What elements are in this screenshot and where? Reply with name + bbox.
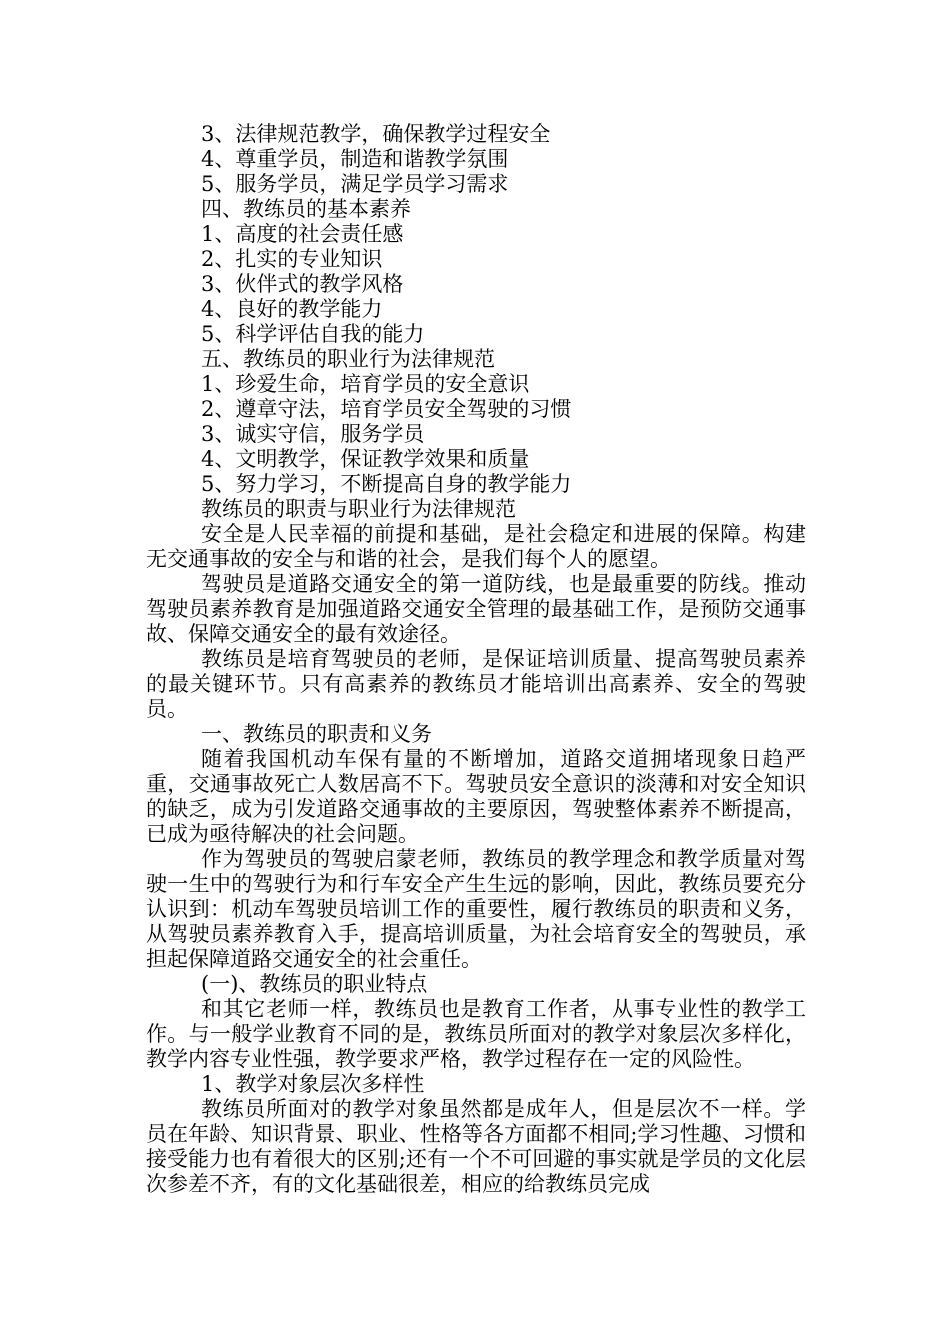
list-item: 5、努力学习，不断提高自身的教学能力 bbox=[201, 472, 572, 496]
paragraph: 驾驶员是道路交通安全的第一道防线，也是最重要的防线。推动驾驶员素养教育是加强道路交通安全管理的最基础工作，是预防交通事故、保障交通安全的最有效途径。 bbox=[146, 572, 806, 646]
list-item: 5、服务学员，满足学员学习需求 bbox=[201, 172, 509, 196]
document-title: 教练员的职责与职业行为法律规范 bbox=[201, 497, 516, 521]
list-item: 3、诚实守信，服务学员 bbox=[201, 422, 425, 446]
paragraph: 和其它老师一样，教练员也是教育工作者，从事专业性的教学工作。与一般学业教育不同的是，教练员所面对的教学对象层次多样化，教学内容专业性强，教学要求严格，教学过程存在一定的风险性。 bbox=[146, 997, 806, 1071]
paragraph: 安全是人民幸福的前提和基础，是社会稳定和进展的保障。构建无交通事故的安全与和谐的社会，是我们每个人的愿望。 bbox=[146, 522, 806, 571]
paragraph: 随着我国机动车保有量的不断增加，道路交道拥堵现象日趋严重，交通事故死亡人数居高不下。驾驶员安全意识的淡薄和对安全知识的缺乏，成为引发道路交通事故的主要原因，驾驶整体素养不断提高，已成为亟待解决的社会问题。 bbox=[146, 747, 806, 846]
list-item: 1、高度的社会责任感 bbox=[201, 222, 404, 246]
section-heading: 四、教练员的基本素养 bbox=[201, 197, 411, 221]
list-item: 4、良好的教学能力 bbox=[201, 297, 383, 321]
list-item: 3、伙伴式的教学风格 bbox=[201, 272, 404, 296]
list-item: 2、遵章守法，培育学员安全驾驶的习惯 bbox=[201, 397, 572, 421]
subsection-heading: (一)、教练员的职业特点 bbox=[201, 972, 428, 996]
list-item: 2、扎实的专业知识 bbox=[201, 247, 383, 271]
paragraph: 作为驾驶员的驾驶启蒙老师，教练员的教学理念和教学质量对驾驶一生中的驾驶行为和行车安全产生生远的影响，因此，教练员要充分认识到：机动车驾驶员培训工作的重要性，履行教练员的职责和义务，从驾驶员素养教育入手，提高培训质量，为社会培育安全的驾驶员，承担起保障道路交通安全的社会重任。 bbox=[146, 847, 806, 971]
list-item: 4、文明教学，保证教学效果和质量 bbox=[201, 447, 530, 471]
list-item: 3、法律规范教学，确保教学过程安全 bbox=[201, 122, 551, 146]
section-heading: 一、教练员的职责和义务 bbox=[201, 722, 432, 746]
list-item: 5、科学评估自我的能力 bbox=[201, 322, 425, 346]
paragraph: 教练员所面对的教学对象虽然都是成年人，但是层次不一样。学员在年龄、知识背景、职业、性格等各方面都不相同;学习性趣、习惯和接受能力也有着很大的区别;还有一个不可回避的事实就是学员的文化层次参差不齐，有的文化基础很差，相应的给教练员完成 bbox=[146, 1097, 806, 1196]
document-body bbox=[146, 122, 806, 1197]
paragraph: 教练员是培育驾驶员的老师，是保证培训质量、提高驾驶员素养的最关键环节。只有高素养的教练员才能培训出高素养、安全的驾驶员。 bbox=[146, 647, 806, 721]
section-heading: 五、教练员的职业行为法律规范 bbox=[201, 347, 495, 371]
list-item: 1、教学对象层次多样性 bbox=[201, 1072, 425, 1096]
list-item: 1、珍爱生命，培育学员的安全意识 bbox=[201, 372, 530, 396]
list-item: 4、尊重学员，制造和谐教学氛围 bbox=[201, 147, 509, 171]
